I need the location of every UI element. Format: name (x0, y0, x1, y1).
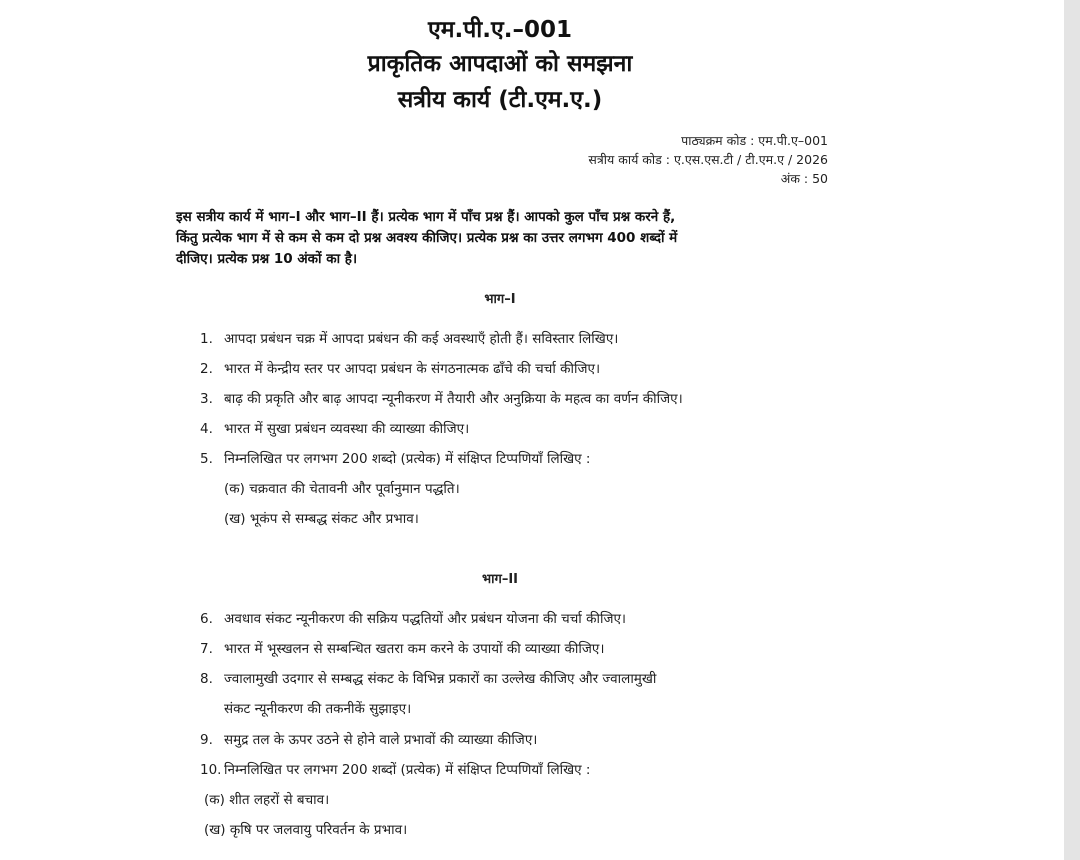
instructions-line: किंतु प्रत्येक भाग में से कम से कम दो प्रश्न अवश्य कीजिए। प्रत्येक प्रश्न का उत्तर लगभग 400 शब्दों में (176, 230, 678, 246)
question-text: निम्नलिखित पर लगभग 200 शब्दो (प्रत्येक) में संक्षिप्त टिप्पणियाँ लिखिए : (224, 451, 591, 467)
viewer-edge (1064, 0, 1080, 860)
instructions-line: दीजिए। प्रत्येक प्रश्न 10 अंकों का है। (176, 251, 358, 267)
part-1-heading: भाग–I (484, 292, 516, 307)
question-text: भारत में सुखा प्रबंधन व्यवस्था की व्याख्या कीजिए। (224, 421, 470, 437)
assignment-code-line: सत्रीय कार्य कोड : ए.एस.एस.टी / टी.एम.ए / 2026 (588, 152, 828, 167)
question-5-sub-a: (क) चक्रवात की चेतावनी और पूर्वानुमान पद्धति। (224, 481, 460, 497)
question-6 (200, 609, 626, 627)
question-4 (200, 419, 469, 437)
part-2-heading: भाग–II (482, 572, 518, 587)
question-text: आपदा प्रबंधन चक्र में आपदा प्रबंधन की कई अवस्थाएँ होती हैं। सविस्तार लिखिए। (224, 331, 619, 347)
question-text: ज्वालामुखी उदगार से सम्बद्ध संकट के विभिन्न प्रकारों का उल्लेख कीजिए और ज्वालामुखी (224, 671, 657, 687)
question-10-sub-b: (ख) कृषि पर जलवायु परिवर्तन के प्रभाव। (204, 822, 408, 838)
question-text: भारत में भूस्खलन से सम्बन्धित खतरा कम करने के उपायों की व्याख्या कीजिए। (224, 641, 605, 657)
question-9 (200, 730, 537, 748)
assignment-title: सत्रीय कार्य (टी.एम.ए.) (397, 87, 603, 113)
question-3 (200, 389, 683, 407)
marks-line: अंक : 50 (780, 171, 828, 186)
question-number: 4. (200, 421, 213, 437)
question-number: 2. (200, 361, 213, 377)
question-text: निम्नलिखित पर लगभग 200 शब्दों (प्रत्येक) में संक्षिप्त टिप्पणियाँ लिखिए : (224, 762, 591, 778)
question-2 (200, 359, 600, 377)
question-8-continued: संकट न्यूनीकरण की तकनीकें सुझाइए। (224, 701, 412, 717)
question-10 (200, 760, 590, 778)
question-8 (200, 669, 656, 687)
question-number: 10. (200, 762, 222, 778)
question-number: 3. (200, 391, 213, 407)
question-5 (200, 449, 590, 467)
question-number: 9. (200, 732, 213, 748)
course-code-line: पाठ्यक्रम कोड : एम.पी.ए–001 (681, 133, 828, 148)
question-number: 1. (200, 331, 213, 347)
question-number: 7. (200, 641, 213, 657)
question-1 (200, 329, 618, 347)
question-text: अवधाव संकट न्यूनीकरण की सक्रिय पद्धतियों और प्रबंधन योजना की चर्चा कीजिए। (224, 611, 627, 627)
question-number: 6. (200, 611, 213, 627)
course-code-title: एम.पी.ए.–001 (428, 17, 572, 43)
question-number: 5. (200, 451, 213, 467)
question-text: बाढ़ की प्रकृति और बाढ़ आपदा न्यूनीकरण में तैयारी और अनुक्रिया के महत्व का वर्णन कीजिए। (224, 391, 683, 407)
question-7 (200, 639, 604, 657)
question-5-sub-b: (ख) भूकंप से सम्बद्ध संकट और प्रभाव। (224, 511, 419, 527)
question-text: भारत में केन्द्रीय स्तर पर आपदा प्रबंधन के संगठनात्मक ढाँचे की चर्चा कीजिए। (224, 361, 601, 377)
question-text: समुद्र तल के ऊपर उठने से होने वाले प्रभावों की व्याख्या कीजिए। (224, 732, 538, 748)
instructions-paragraph (176, 207, 832, 270)
course-name-title: प्राकृतिक आपदाओं को समझना (367, 51, 633, 77)
instructions-line: इस सत्रीय कार्य में भाग–I और भाग–II हैं। प्रत्येक भाग में पाँच प्रश्न हैं। आपको कुल पाँच प्रश्न करने हैं, (176, 209, 676, 225)
question-number: 8. (200, 671, 213, 687)
question-10-sub-a: (क) शीत लहरों से बचाव। (204, 792, 330, 808)
